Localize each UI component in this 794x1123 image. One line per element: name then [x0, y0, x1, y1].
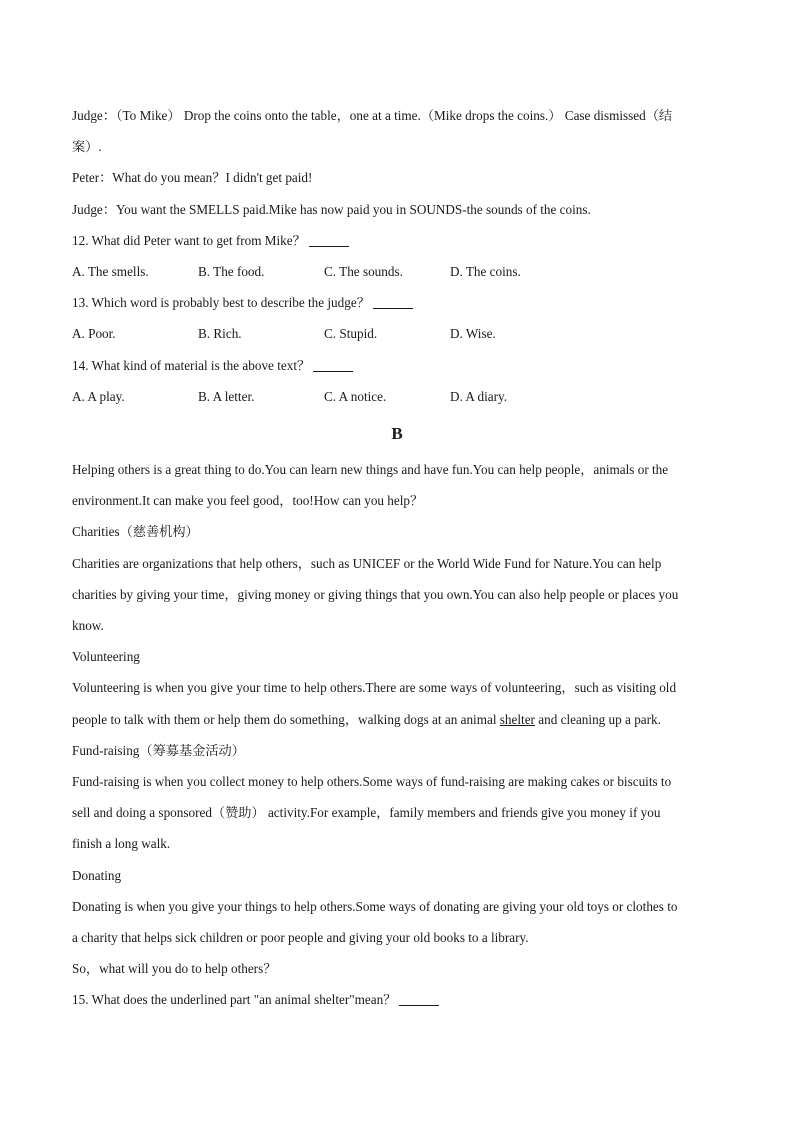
option-b[interactable]: B. A letter. [198, 388, 255, 404]
donating-line-2: a charity that helps sick children or poor people and giving your old books to a library. [72, 930, 529, 946]
charities-line-3: know. [72, 618, 104, 634]
intro-line-2: environment.It can make you feel good，too!How can you help？ [72, 493, 424, 509]
answer-blank-13[interactable] [373, 294, 413, 309]
fundraising-line-3: finish a long walk. [72, 836, 171, 852]
answer-blank-15[interactable] [399, 991, 439, 1006]
charities-title: Charities（慈善机构） [72, 524, 199, 540]
question-13-stem: 13. Which word is probably best to describe the judge？ [72, 287, 722, 318]
charities-line-2: charities by giving your time，giving money or giving things that you own.You can also help people or places you [72, 586, 679, 602]
volunteering-line-1: Volunteering is when you give your time to help others.There are some ways of volunteering，such as visiting old [72, 680, 677, 696]
answer-blank-14[interactable] [313, 357, 353, 372]
question-15-stem: 15. What does the underlined part "an animal shelter"mean？ [72, 984, 722, 1015]
option-c[interactable]: C. Stupid. [324, 326, 378, 342]
section-b-heading: B [391, 424, 403, 444]
answer-blank-12[interactable] [309, 232, 349, 247]
underlined-word-shelter: shelter [499, 711, 535, 727]
dialogue-judge-line-2: Judge：You want the SMELLS paid.Mike has now paid you in SOUNDS-the sounds of the coins. [72, 201, 591, 217]
fundraising-title: Fund-raising（筹募基金活动） [72, 742, 245, 758]
intro-line-1: Helping others is a great thing to do.You can learn new things and have fun.You can help people，animals or the [72, 462, 669, 478]
fundraising-line-1: Fund-raising is when you collect money to help others.Some ways of fund-raising are making cakes or biscuits to [72, 774, 672, 790]
dialogue-judge-line-continued: 案）. [72, 139, 102, 155]
question-14-options [72, 381, 722, 412]
dialogue-judge-line: Judge：（To Mike） Drop the coins onto the table，one at a time.（Mike drops the coins.） Case dismissed（结 [72, 108, 673, 123]
page-content [72, 100, 722, 1016]
option-a[interactable]: A. A play. [72, 388, 125, 404]
option-d[interactable]: D. The coins. [450, 264, 521, 280]
option-b[interactable]: B. Rich. [198, 326, 242, 342]
question-12-options [72, 256, 722, 287]
option-b[interactable]: B. The food. [198, 264, 265, 280]
option-a[interactable]: A. The smells. [72, 264, 149, 280]
dialogue-peter-line: Peter：What do you mean？I didn't get paid! [72, 170, 313, 186]
donating-title: Donating [72, 867, 122, 883]
question-14-stem: 14. What kind of material is the above text？ [72, 350, 722, 381]
closing-question: So，what will you do to help others？ [72, 961, 277, 977]
volunteering-title: Volunteering [72, 649, 140, 665]
charities-line-1: Charities are organizations that help others，such as UNICEF or the World Wide Fund for Nature.You can help [72, 555, 662, 571]
option-c[interactable]: C. A notice. [324, 388, 387, 404]
question-12-stem: 12. What did Peter want to get from Mike？ [72, 225, 722, 256]
fundraising-line-2: sell and doing a sponsored（赞助） activity.For example，family members and friends give you money if you [72, 805, 661, 821]
option-a[interactable]: A. Poor. [72, 326, 116, 342]
volunteering-line-2: people to talk with them or help them do something，walking dogs at an animal shelter and cleaning up a park. [72, 711, 661, 727]
option-d[interactable]: D. Wise. [450, 326, 496, 342]
option-d[interactable]: D. A diary. [450, 388, 508, 404]
option-c[interactable]: C. The sounds. [324, 264, 403, 280]
donating-line-1: Donating is when you give your things to help others.Some ways of donating are giving your old toys or clothes to [72, 898, 678, 914]
question-13-options [72, 318, 722, 349]
